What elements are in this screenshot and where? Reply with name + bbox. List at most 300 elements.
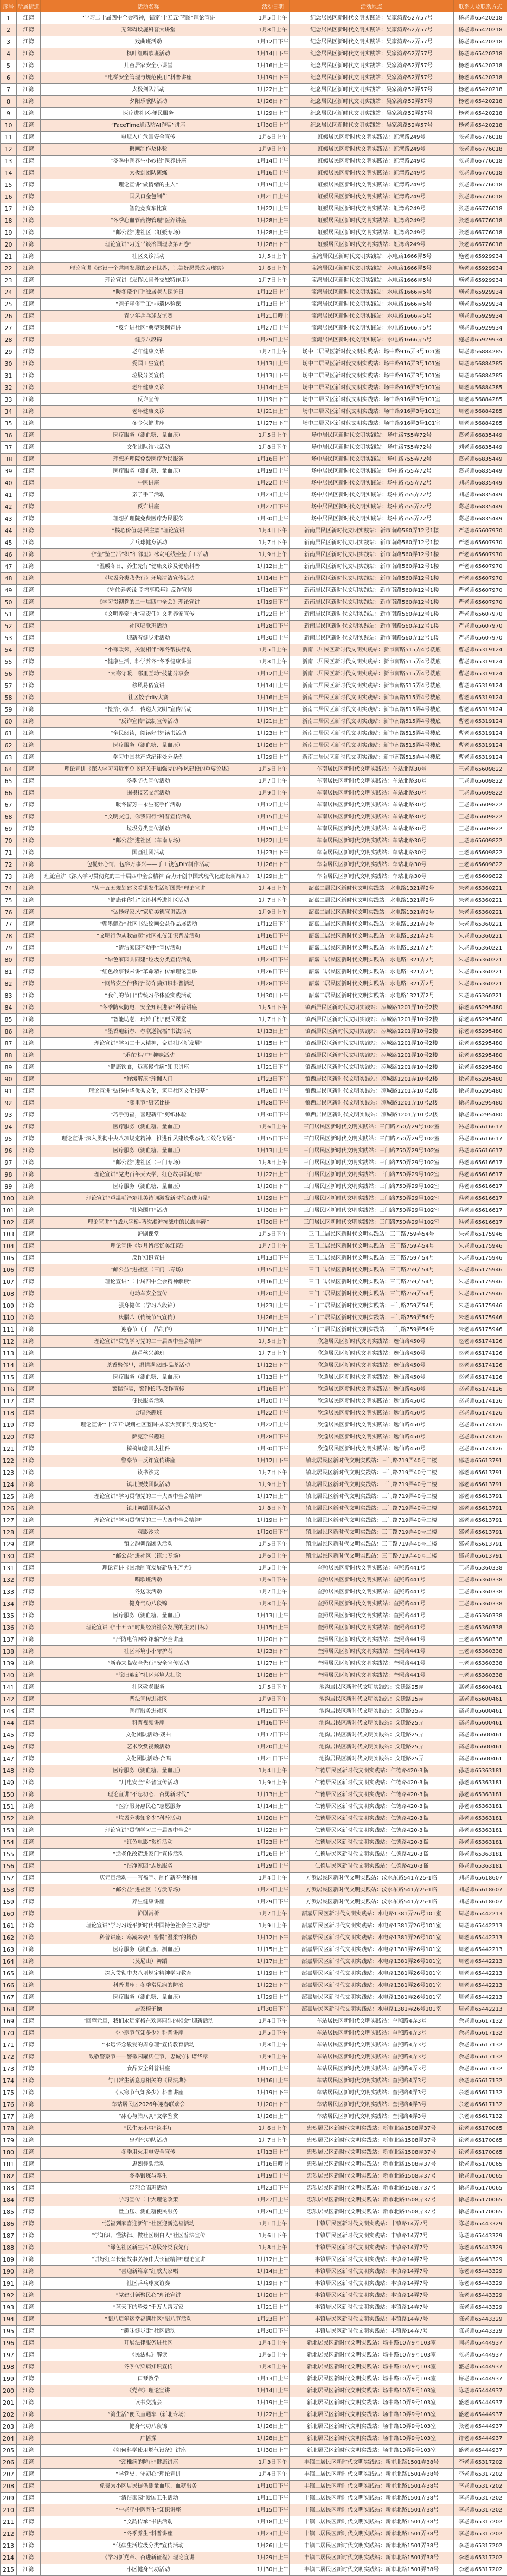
cell-activity-name: 镇北腰鼓团队活动 (41, 1479, 256, 1491)
table-row (1, 227, 507, 239)
cell-index: 25 (1, 299, 17, 311)
cell-contact: 杨老师65420218 (454, 84, 507, 96)
table-row (1, 1288, 507, 1300)
table-row (1, 823, 507, 835)
cell-activity-name: 唱歌班活动 (41, 1574, 256, 1586)
cell-street: 江湾 (17, 728, 41, 740)
cell-index: 197 (1, 2349, 17, 2361)
cell-street: 江湾 (17, 1682, 41, 1694)
cell-index: 17 (1, 203, 17, 215)
cell-contact: 冯老师65616617 (454, 1157, 507, 1169)
table-row (1, 907, 507, 919)
cell-street: 江湾 (17, 1097, 41, 1109)
cell-street: 江湾 (17, 1133, 41, 1145)
table-row (1, 120, 507, 132)
cell-street: 江湾 (17, 2397, 41, 2409)
cell-activity-location: 纪念居民区新时代文明实践站：吴家湾路52弄57号 (290, 120, 454, 132)
cell-activity-location: 车南居民区新时代文明实践站：车站北路30号 (290, 787, 454, 799)
cell-contact: 徐老师65295480 (454, 1074, 507, 1086)
cell-activity-date: 1月26日上午 (256, 2111, 290, 2123)
cell-activity-date: 1月28日下午 (256, 1431, 290, 1443)
cell-activity-location: 新南二居民区新时代文明实践站：新市南路515弄4号楼底 (290, 692, 454, 704)
cell-index: 54 (1, 644, 17, 656)
cell-street: 江湾 (17, 1992, 41, 2004)
cell-activity-date: 1月23日上午 (256, 2528, 290, 2540)
cell-index: 75 (1, 895, 17, 907)
cell-street: 江湾 (17, 644, 41, 656)
table-row (1, 144, 507, 156)
cell-activity-name: “暖冬敲个门”独居老人探访日 (41, 287, 256, 299)
cell-contact: 徐老师65170065 (454, 2171, 507, 2183)
cell-contact: 王老师65360338 (454, 1598, 507, 1610)
cell-index: 44 (1, 525, 17, 537)
cell-activity-name: 迎新春健步走活动 (41, 632, 256, 644)
cell-index: 198 (1, 2361, 17, 2373)
cell-street: 江湾 (17, 1753, 41, 1765)
cell-index: 106 (1, 1264, 17, 1276)
table-row (1, 36, 507, 48)
cell-activity-name: 科普视频讲座 (41, 1718, 256, 1729)
cell-activity-name: 萨克斯兴趣班 (41, 1431, 256, 1443)
cell-contact: 朱老师65175946 (454, 1324, 507, 1336)
cell-activity-name: 亲子手工活动 (41, 489, 256, 501)
cell-contact: 曹老师65319124 (454, 656, 507, 668)
header-street: 所属街道 (17, 0, 41, 12)
cell-activity-name: “舒缓解压”瑜伽入门 (41, 1074, 256, 1086)
table-row (1, 1873, 507, 1884)
cell-street: 江湾 (17, 871, 41, 883)
cell-contact: 徐老师65295480 (454, 1086, 507, 1097)
table-header-row (1, 0, 507, 12)
cell-activity-date: 1月22日上午 (256, 203, 290, 215)
cell-activity-location: 仁德居民区新时代文明实践站：仁德路420-3临 (290, 1813, 454, 1825)
cell-activity-name: “FaceTime通话防AI诈骗”讲座 (41, 120, 256, 132)
cell-activity-location: 三门二居民区新时代文明实践站：三门路759弄54号 (290, 1300, 454, 1312)
cell-activity-name: “邮公益”进社区（车南专场） (41, 835, 256, 847)
cell-activity-name: 理论宣讲《深入学习习近平总书记关于加强党的作风建设的重要论述》 (41, 764, 256, 776)
table-row (1, 1384, 507, 1396)
cell-activity-name: “严防电信网络诈骗”安全讲座 (41, 1634, 256, 1646)
cell-activity-date: 1月6日下午 (256, 1574, 290, 1586)
cell-activity-name: 《文明养宠“典”亮责任》文明养宠宣传 (41, 609, 256, 621)
cell-activity-name: 医疗进社区-便民服务 (41, 108, 256, 120)
cell-index: 195 (1, 2326, 17, 2338)
cell-activity-date: 1月23日上午 (256, 489, 290, 501)
cell-activity-name: “绿色家园共同建”垃圾分类宣传活动 (41, 954, 256, 966)
cell-contact: 赵老师65174126 (454, 1384, 507, 1396)
cell-activity-date: 1月16日上午 (256, 60, 290, 72)
table-row (1, 1658, 507, 1670)
cell-activity-name: 老年健康义诊 (41, 406, 256, 418)
table-row (1, 931, 507, 942)
cell-activity-date: 1月11日下午 (256, 2493, 290, 2504)
cell-activity-name: 文化团队活动-戏曲 (41, 1729, 256, 1741)
cell-contact: 余老师65617132 (454, 2039, 507, 2051)
cell-index: 205 (1, 2445, 17, 2457)
cell-index: 22 (1, 263, 17, 275)
cell-contact: 王老师65609822 (454, 859, 507, 871)
cell-activity-date: 1月7日下午 (256, 1014, 290, 1026)
cell-index: 86 (1, 1026, 17, 1038)
cell-index: 161 (1, 1920, 17, 1932)
table-row (1, 1861, 507, 1873)
cell-activity-name: 社区乒乓球友谊赛 (41, 2278, 256, 2290)
table-row (1, 2349, 507, 2361)
cell-activity-location: 韶嘉二居民区新时代文明实践站：水电路1321弄2号 (290, 919, 454, 931)
cell-activity-location: 丰镇居民区新时代文明实践站：丰镇路14弄7号 (290, 2230, 454, 2242)
cell-index: 124 (1, 1479, 17, 1491)
cell-activity-name: 镇之韵舞蹈团队活动 (41, 1539, 256, 1551)
cell-index: 126 (1, 1503, 17, 1515)
cell-activity-name: “用电安全”科普宣传活动 (41, 1777, 256, 1789)
cell-index: 60 (1, 716, 17, 728)
table-row (1, 108, 507, 120)
cell-activity-date: 1月23日下午 (256, 847, 290, 859)
cell-street: 江湾 (17, 2063, 41, 2075)
table-row (1, 334, 507, 346)
cell-activity-name: 茶香聚邻里，温情满家园-品茶活动 (41, 1360, 256, 1372)
cell-street: 江湾 (17, 954, 41, 966)
cell-street: 江湾 (17, 1264, 41, 1276)
cell-activity-date: 1月20日下午 (256, 1527, 290, 1539)
cell-street: 江湾 (17, 1729, 41, 1741)
cell-activity-name: 无障碍设施科普大讲堂 (41, 24, 256, 36)
cell-street: 江湾 (17, 1312, 41, 1324)
cell-street: 江湾 (17, 597, 41, 609)
cell-street: 江湾 (17, 1348, 41, 1360)
cell-activity-date: 1月8日上午 (256, 2361, 290, 2373)
table-row (1, 942, 507, 954)
cell-contact: 朱老师65360221 (454, 919, 507, 931)
cell-activity-name: “冬季心血管药物管理”医养讲座 (41, 215, 256, 227)
cell-activity-name: “学知识、懂法律、做社区明白人”社区普法宣传 (41, 2230, 256, 2242)
cell-contact: 孙老师65363181 (454, 1789, 507, 1801)
cell-index: 101 (1, 1205, 17, 1217)
cell-contact: 李老师65317202 (454, 2540, 507, 2552)
table-row (1, 1419, 507, 1431)
table-row (1, 2278, 507, 2290)
table-row (1, 1694, 507, 1706)
cell-activity-name: “扎染围巾”活动 (41, 1205, 256, 1217)
cell-activity-date: 1月9日下午 (256, 1694, 290, 1706)
cell-activity-name: “文明行为从我做起”社区礼仪知识普及活动 (41, 931, 256, 942)
cell-activity-name: 电动车安全宣传 (41, 1288, 256, 1300)
cell-activity-date: 1月22日下午 (256, 1980, 290, 1992)
cell-activity-location: 池沟居民区新时代文明实践站：文迁路25弄 (290, 1718, 454, 1729)
cell-activity-name: “邮公益”进社区（方浜专场） (41, 1884, 256, 1896)
cell-index: 92 (1, 1097, 17, 1109)
cell-street: 江湾 (17, 1479, 41, 1491)
cell-activity-date: 1月16日下午 (256, 931, 290, 942)
cell-activity-name: 强身健体（学习八段锦） (41, 1300, 256, 1312)
cell-contact: 严老师65607970 (454, 561, 507, 573)
cell-street: 江湾 (17, 1777, 41, 1789)
cell-activity-date: 1月27日下午 (256, 501, 290, 513)
cell-activity-name: 理论宣讲《建设一个共同发展的公正世界，让美好愿景成为现实》 (41, 263, 256, 275)
cell-activity-date: 1月6日上午 (256, 1551, 290, 1563)
cell-contact: 陈老师65443329 (454, 2278, 507, 2290)
cell-index: 209 (1, 2493, 17, 2504)
cell-activity-location: 奎照居民区新时代文明实践站：奎照路441号 (290, 1622, 454, 1634)
cell-contact: 张老师66776018 (454, 215, 507, 227)
cell-index: 43 (1, 513, 17, 525)
cell-activity-name: 理论宣讲《“十五五”时期经济社会发展的主要目标》 (41, 1622, 256, 1634)
cell-activity-date: 1月12日上午 (256, 2254, 290, 2266)
cell-activity-name: 医疗服务（测血糖、量血压） (41, 1372, 256, 1384)
cell-contact: 周老师56884285 (454, 382, 507, 394)
cell-activity-name: 居家椅子操 (41, 2004, 256, 2016)
cell-activity-name: “健康生活，科学养冬”冬季健康讲堂 (41, 656, 256, 668)
cell-index: 95 (1, 1133, 17, 1145)
cell-contact: 施老师65929934 (454, 263, 507, 275)
cell-index: 67 (1, 799, 17, 811)
table-row (1, 2183, 507, 2194)
cell-street: 江湾 (17, 2159, 41, 2171)
cell-activity-name: 医疗服务（测血糖、量血压） (41, 1610, 256, 1622)
cell-contact: 葛老师66835449 (454, 454, 507, 466)
cell-contact: 王老师65609822 (454, 823, 507, 835)
table-row (1, 835, 507, 847)
cell-street: 江湾 (17, 1086, 41, 1097)
cell-contact: 孙老师65363181 (454, 1765, 507, 1777)
cell-contact: 陈老师65443329 (454, 2266, 507, 2278)
cell-activity-location: 场中二居民区新时代文明实践站：场中路916弄3号101室 (290, 346, 454, 358)
cell-activity-name: “邮公益”进社区（镇北专场） (41, 1551, 256, 1563)
cell-activity-date: 1月10日下午 (256, 2481, 290, 2493)
cell-activity-location: 三门居民区新时代文明实践站：三门路750弄29号102室 (290, 1133, 454, 1145)
cell-activity-location: 场中二居民区新时代文明实践站：场中路916弄3号101室 (290, 394, 454, 406)
cell-contact: 朱老师65175946 (454, 1312, 507, 1324)
cell-contact: 曹老师65319124 (454, 704, 507, 716)
cell-activity-name: 养生健康讲座 (41, 1896, 256, 1908)
cell-index: 89 (1, 1062, 17, 1074)
cell-index: 119 (1, 1419, 17, 1431)
cell-activity-location: 镇西居民区新时代文明实践站：凉城路1201弄10号2楼 (290, 1002, 454, 1014)
cell-activity-name: “红色电影”赏析活动 (41, 1837, 256, 1849)
cell-contact: 盛老师65444937 (454, 2397, 507, 2409)
table-row (1, 656, 507, 668)
cell-contact: 王老师65360338 (454, 1634, 507, 1646)
cell-activity-name: 医疗服务（测血糖、量血压） (41, 1145, 256, 1157)
cell-activity-date: 1月8日上午 (256, 2242, 290, 2254)
cell-activity-name: 老年健康义诊 (41, 346, 256, 358)
cell-contact: 李老师65317202 (454, 2504, 507, 2516)
cell-activity-location: 新南居民区新时代文明实践站：新市南路560弄12号1楼 (290, 609, 454, 621)
cell-activity-location: 忠烈居民区新时代文明实践站：新市北路1508弄37号 (290, 2159, 454, 2171)
cell-index: 20 (1, 239, 17, 251)
cell-index: 213 (1, 2540, 17, 2552)
cell-street: 江湾 (17, 2445, 41, 2457)
cell-contact: 杨老师65420218 (454, 72, 507, 84)
cell-activity-name: 夕阳乐歌队活动 (41, 96, 256, 108)
cell-contact: 葛老师66835449 (454, 513, 507, 525)
table-row (1, 1765, 507, 1777)
table-row (1, 1610, 507, 1622)
cell-activity-location: 奎照居民区新时代文明实践站：奎照路441号 (290, 1634, 454, 1646)
cell-contact: 邵老师65613791 (454, 1527, 507, 1539)
cell-activity-name: 学习中国共产党纪律处分条例 (41, 752, 256, 764)
cell-activity-location: 三门居民区新时代文明实践站：三门路750弄29号102室 (290, 1145, 454, 1157)
cell-contact: 朱老师65360221 (454, 895, 507, 907)
table-row (1, 2051, 507, 2063)
table-row (1, 1145, 507, 1157)
cell-activity-date: 1月6日上午 (256, 132, 290, 144)
cell-index: 85 (1, 1014, 17, 1026)
cell-activity-date: 1月30日上午 (256, 632, 290, 644)
cell-contact: 徐老师65170065 (454, 2183, 507, 2194)
cell-activity-location: 虹媛居民区新时代文明实践站：虹湾路249号 (290, 144, 454, 156)
cell-contact: 施老师65929934 (454, 287, 507, 299)
cell-activity-name: 《小寒节气知多少》科普讲座 (41, 2028, 256, 2039)
cell-activity-name: “温暖冬日，养生先行”健康义诊及健康科普 (41, 561, 256, 573)
cell-index: 121 (1, 1443, 17, 1455)
cell-activity-location: 三门二居民区新时代文明实践站：三门路759弄54号 (290, 1312, 454, 1324)
cell-index: 14 (1, 167, 17, 179)
table-row (1, 322, 507, 334)
cell-index: 83 (1, 990, 17, 1002)
cell-activity-date: 1月19日下午 (256, 72, 290, 84)
cell-street: 江湾 (17, 1431, 41, 1443)
table-row (1, 1169, 507, 1181)
cell-activity-name: 读书沙龙 (41, 1467, 256, 1479)
cell-contact: 赵老师65174126 (454, 1336, 507, 1348)
cell-activity-date: 1月9日上午 (256, 144, 290, 156)
table-row (1, 573, 507, 585)
cell-street: 江湾 (17, 764, 41, 776)
table-row (1, 2087, 507, 2099)
cell-activity-name: 理论宣讲《发挥民间外交独特作用》 (41, 275, 256, 287)
table-row (1, 2326, 507, 2338)
cell-activity-location: 车站居民区新时代文明实践站：奎照路4弄3号 (290, 2087, 454, 2099)
cell-activity-location: 新北居民区新时代文明实践站：场中路10弄9号103室 (290, 2409, 454, 2421)
cell-contact: 徐老师65295480 (454, 1097, 507, 1109)
cell-activity-date: 1月30日上午 (256, 2445, 290, 2457)
cell-index: 144 (1, 1718, 17, 1729)
cell-street: 江湾 (17, 907, 41, 919)
cell-index: 174 (1, 2075, 17, 2087)
cell-index: 185 (1, 2206, 17, 2218)
cell-contact: 严老师65607970 (454, 573, 507, 585)
cell-activity-name: 医疗服务（测血糖、量血压） (41, 1121, 256, 1133)
cell-activity-name: “适老化改造进家门”宣传活动 (41, 1849, 256, 1861)
cell-activity-date: 1月7日上午 (256, 776, 290, 787)
cell-street: 江湾 (17, 263, 41, 275)
cell-contact: 陈老师65444937 (454, 2385, 507, 2397)
cell-street: 江湾 (17, 609, 41, 621)
table-row (1, 752, 507, 764)
cell-contact: 赵老师65174126 (454, 1408, 507, 1419)
table-row (1, 1706, 507, 1718)
cell-contact: 余老师65617132 (454, 2087, 507, 2099)
cell-index: 90 (1, 1074, 17, 1086)
cell-index: 189 (1, 2254, 17, 2266)
cell-activity-date: 1月5日下午 (256, 1229, 290, 1241)
table-row (1, 585, 507, 597)
table-row (1, 1837, 507, 1849)
cell-activity-location: 宝鸿居民区新时代文明实践站：水电路1666弄5号 (290, 334, 454, 346)
cell-street: 江湾 (17, 2326, 41, 2338)
table-row (1, 1551, 507, 1563)
table-row (1, 191, 507, 203)
cell-activity-location: 丰镇二居民区新时代文明实践站：新市北路1501弄38号 (290, 2469, 454, 2481)
cell-activity-location: 虹媛居民区新时代文明实践站：虹湾路249号 (290, 132, 454, 144)
cell-index: 9 (1, 108, 17, 120)
cell-activity-location: 车站居民区新时代文明实践站：奎照路4弄3号 (290, 2051, 454, 2063)
cell-activity-name: “喜迎新篇章”红歌大家唱 (41, 2266, 256, 2278)
table-row (1, 811, 507, 823)
cell-activity-date: 1月16日上午 (256, 167, 290, 179)
cell-street: 江湾 (17, 1145, 41, 1157)
table-row (1, 1825, 507, 1837)
table-row (1, 1491, 507, 1503)
cell-activity-name: “文明交通，你我同行”科普宣传活动 (41, 811, 256, 823)
cell-index: 53 (1, 632, 17, 644)
table-row (1, 84, 507, 96)
cell-contact: 邵老师65613791 (454, 1551, 507, 1563)
cell-activity-name: “冬季防火防电，安全知识进家”科普讲座 (41, 1002, 256, 1014)
cell-activity-date: 1月26日下午 (256, 96, 290, 108)
cell-street: 江湾 (17, 799, 41, 811)
cell-street: 江湾 (17, 1563, 41, 1574)
cell-street: 江湾 (17, 1813, 41, 1825)
cell-activity-date: 1月9日上午 (256, 2051, 290, 2063)
table-row (1, 1372, 507, 1384)
cell-index: 202 (1, 2409, 17, 2421)
cell-activity-name: 理论宣讲“学习贯彻党的二十大四中全会精神” (41, 1491, 256, 1503)
cell-contact: 高老师65600461 (454, 1753, 507, 1765)
cell-street: 江湾 (17, 144, 41, 156)
table-row (1, 346, 507, 358)
cell-activity-location: 奎照居民区新时代文明实践站：奎照路441号 (290, 1658, 454, 1670)
cell-index: 10 (1, 120, 17, 132)
cell-street: 江湾 (17, 1825, 41, 1837)
cell-activity-name: 冬送暖活动 (41, 1586, 256, 1598)
cell-contact: 王老师65360338 (454, 1563, 507, 1574)
cell-index: 141 (1, 1682, 17, 1694)
cell-street: 江湾 (17, 12, 41, 24)
cell-street: 江湾 (17, 1932, 41, 1944)
cell-index: 6 (1, 72, 17, 84)
cell-street: 江湾 (17, 251, 41, 263)
cell-activity-date: 1月9日上午 (256, 549, 290, 561)
cell-activity-name: 儿童居家安全小课堂 (41, 60, 256, 72)
cell-activity-name: “核心价值观-民主篇”理论宣讲 (41, 525, 256, 537)
cell-activity-name: “弘扬好家风”家庭美德宣讲活动 (41, 907, 256, 919)
cell-street: 江湾 (17, 1980, 41, 1992)
table-row (1, 704, 507, 716)
cell-activity-name: “冬季养生”科普讲座 (41, 2528, 256, 2540)
cell-activity-location: 仁德居民区新时代文明实践站：仁德路420-3临 (290, 1765, 454, 1777)
cell-activity-name: “学党史、守初心”理论宣讲 (41, 2469, 256, 2481)
cell-activity-name: 理论宣讲“党史百年天天学，红色故事润心扉” (41, 1169, 256, 1181)
cell-activity-date: 1月7日下午 (256, 895, 290, 907)
cell-index: 154 (1, 1837, 17, 1849)
cell-activity-date: 1月7日上午 (256, 2135, 290, 2147)
cell-street: 江湾 (17, 346, 41, 358)
cell-activity-date: 1月5日上午 (256, 1336, 290, 1348)
cell-index: 113 (1, 1348, 17, 1360)
cell-activity-date: 1月20日下午 (256, 1634, 290, 1646)
cell-index: 140 (1, 1670, 17, 1682)
cell-index: 26 (1, 311, 17, 322)
cell-street: 江湾 (17, 811, 41, 823)
cell-street: 江湾 (17, 382, 41, 394)
cell-contact: 冯老师65616617 (454, 1193, 507, 1205)
cell-street: 江湾 (17, 2218, 41, 2230)
cell-street: 江湾 (17, 477, 41, 489)
cell-contact: 周老师65442213 (454, 1908, 507, 1920)
cell-street: 江湾 (17, 2028, 41, 2039)
